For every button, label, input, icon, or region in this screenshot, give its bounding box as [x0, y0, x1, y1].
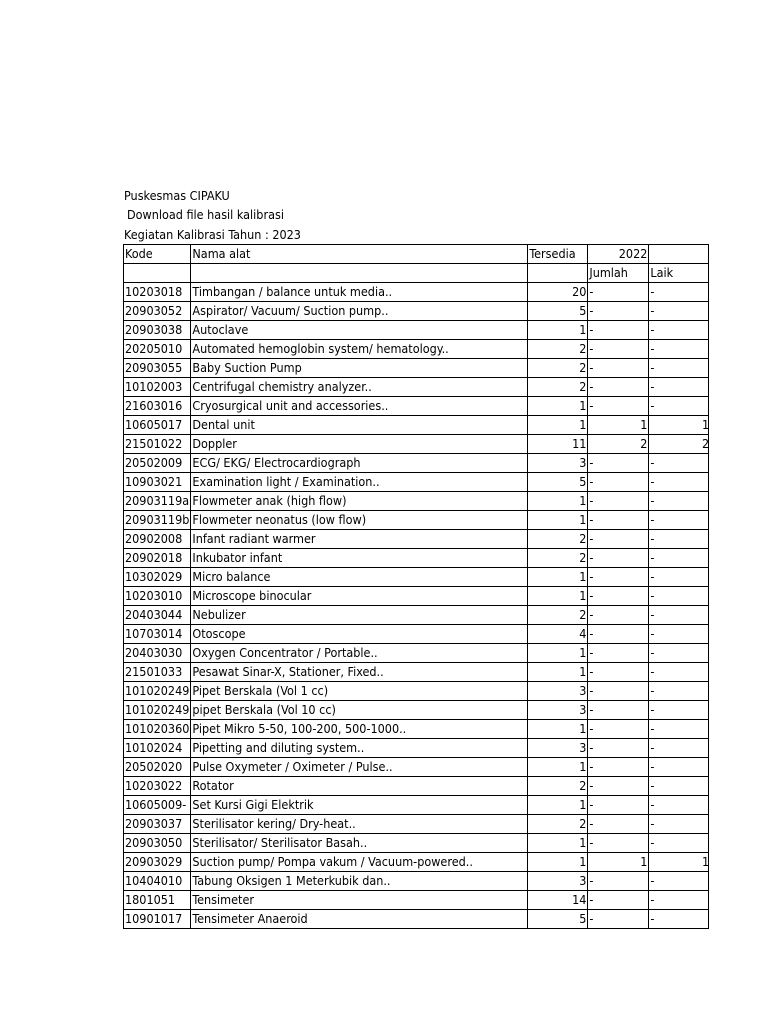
cell-jumlah: - [588, 492, 649, 511]
cell-jumlah: - [588, 397, 649, 416]
cell-laik: - [649, 378, 709, 397]
cell-nama-alat: Micro balance [191, 568, 528, 587]
table-row [124, 416, 709, 435]
header-jumlah: Jumlah [588, 264, 649, 283]
cell-jumlah: 1 [588, 853, 649, 872]
cell-jumlah: - [588, 758, 649, 777]
cell-nama-alat: Tensimeter [191, 891, 528, 910]
cell-kode: 20903037 [124, 815, 191, 834]
cell-tersedia: 2 [528, 340, 588, 359]
cell-jumlah: - [588, 815, 649, 834]
table-row [124, 777, 709, 796]
cell-tersedia: 4 [528, 625, 588, 644]
cell-tersedia: 11 [528, 435, 588, 454]
cell-jumlah: - [588, 511, 649, 530]
institution-name: Puskesmas CIPAKU [124, 188, 230, 203]
table-row [124, 815, 709, 834]
table-row [124, 853, 709, 872]
cell-kode: 10404010 [124, 872, 191, 891]
table-row [124, 644, 709, 663]
cell-jumlah: - [588, 796, 649, 815]
cell-laik: - [649, 397, 709, 416]
table-row [124, 549, 709, 568]
cell-nama-alat: Rotator [191, 777, 528, 796]
cell-nama-alat: Pipet Berskala (Vol 1 cc) [191, 682, 528, 701]
cell-laik: - [649, 720, 709, 739]
cell-laik [649, 853, 709, 872]
cell-nama-alat: Microscope binocular [191, 587, 528, 606]
cell-nama-alat: Cryosurgical unit and accessories.. [191, 397, 528, 416]
cell-kode: 20903052 [124, 302, 191, 321]
cell-nama-alat: Oxygen Concentrator / Portable.. [191, 644, 528, 663]
cell-nama-alat: ECG/ EKG/ Electrocardiograph [191, 454, 528, 473]
cell-laik: - [649, 891, 709, 910]
table-row [124, 872, 709, 891]
cell-kode: 20903029 [124, 853, 191, 872]
cell-nama-alat: Flowmeter neonatus (low flow) [191, 511, 528, 530]
table-row [124, 340, 709, 359]
table-row [124, 378, 709, 397]
cell-nama-alat: Pipet Mikro 5-50, 100-200, 500-1000.. [191, 720, 528, 739]
header-empty [649, 245, 709, 264]
cell-jumlah: - [588, 283, 649, 302]
table-row [124, 492, 709, 511]
cell-laik [649, 416, 709, 435]
table-row [124, 682, 709, 701]
cell-jumlah: - [588, 834, 649, 853]
cell-tersedia: 14 [528, 891, 588, 910]
cell-kode: 10203010 [124, 587, 191, 606]
cell-tersedia: 1 [528, 511, 588, 530]
cell-tersedia: 1 [528, 834, 588, 853]
table-row [124, 910, 709, 929]
cell-nama-alat: Examination light / Examination.. [191, 473, 528, 492]
cell-laik: - [649, 283, 709, 302]
cell-jumlah: - [588, 625, 649, 644]
cell-jumlah: 2 [588, 435, 649, 454]
cell-tersedia: 1 [528, 416, 588, 435]
table-row [124, 435, 709, 454]
cell-laik: - [649, 321, 709, 340]
table-row [124, 663, 709, 682]
cell-tersedia: 2 [528, 378, 588, 397]
cell-tersedia: 1 [528, 758, 588, 777]
cell-jumlah: - [588, 777, 649, 796]
cell-jumlah: - [588, 568, 649, 587]
table-subheader-row [124, 264, 709, 283]
subheader-empty [528, 264, 588, 283]
subheader-empty [191, 264, 528, 283]
cell-laik-value: 1 [702, 417, 710, 432]
table-row [124, 625, 709, 644]
cell-jumlah: - [588, 739, 649, 758]
table-row [124, 834, 709, 853]
cell-tersedia: 1 [528, 492, 588, 511]
cell-kode: 10203022 [124, 777, 191, 796]
cell-tersedia: 5 [528, 910, 588, 929]
cell-kode: 20903119b [124, 511, 191, 530]
cell-jumlah: - [588, 701, 649, 720]
cell-tersedia: 1 [528, 796, 588, 815]
cell-kode: 101020249 [124, 682, 191, 701]
cell-laik: - [649, 682, 709, 701]
cell-kode: 21603016 [124, 397, 191, 416]
cell-laik: - [649, 340, 709, 359]
cell-laik: - [649, 587, 709, 606]
cell-nama-alat: Dental unit [191, 416, 528, 435]
subheader-empty [124, 264, 191, 283]
cell-tersedia: 1 [528, 587, 588, 606]
cell-tersedia: 2 [528, 815, 588, 834]
cell-jumlah: - [588, 872, 649, 891]
table-row [124, 891, 709, 910]
cell-laik: - [649, 834, 709, 853]
cell-tersedia: 2 [528, 606, 588, 625]
cell-kode: 20903038 [124, 321, 191, 340]
cell-kode: 20502009 [124, 454, 191, 473]
cell-kode: 20903119a [124, 492, 191, 511]
cell-tersedia: 2 [528, 530, 588, 549]
cell-tersedia: 1 [528, 321, 588, 340]
cell-kode: 101020249 [124, 701, 191, 720]
cell-kode: 20403044 [124, 606, 191, 625]
cell-kode: 21501022 [124, 435, 191, 454]
cell-nama-alat: Aspirator/ Vacuum/ Suction pump.. [191, 302, 528, 321]
cell-laik: - [649, 758, 709, 777]
cell-tersedia: 1 [528, 663, 588, 682]
header-kode: Kode [124, 245, 191, 264]
cell-laik [649, 435, 709, 454]
cell-jumlah: 1 [588, 416, 649, 435]
cell-kode: 20205010 [124, 340, 191, 359]
cell-nama-alat: pipet Berskala (Vol 10 cc) [191, 701, 528, 720]
cell-nama-alat: Suction pump/ Pompa vakum / Vacuum-powered.. [191, 853, 528, 872]
cell-kode: 20902008 [124, 530, 191, 549]
cell-tersedia: 2 [528, 777, 588, 796]
header-year: 2022 [588, 245, 649, 264]
cell-laik: - [649, 644, 709, 663]
cell-nama-alat: Otoscope [191, 625, 528, 644]
cell-kode: 21501033 [124, 663, 191, 682]
table-row [124, 511, 709, 530]
cell-tersedia: 1 [528, 568, 588, 587]
cell-jumlah: - [588, 340, 649, 359]
cell-jumlah: - [588, 682, 649, 701]
cell-jumlah: - [588, 663, 649, 682]
header-laik: Laik [649, 264, 709, 283]
cell-jumlah: - [588, 720, 649, 739]
cell-tersedia: 5 [528, 473, 588, 492]
cell-jumlah: - [588, 891, 649, 910]
cell-laik: - [649, 777, 709, 796]
cell-kode: 1801051 [124, 891, 191, 910]
cell-nama-alat: Timbangan / balance untuk media.. [191, 283, 528, 302]
cell-tersedia: 1 [528, 397, 588, 416]
cell-tersedia: 3 [528, 739, 588, 758]
cell-laik: - [649, 511, 709, 530]
table-row [124, 606, 709, 625]
cell-kode: 101020360 [124, 720, 191, 739]
cell-kode: 10903021 [124, 473, 191, 492]
table-row [124, 397, 709, 416]
cell-nama-alat: Sterilisator kering/ Dry-heat.. [191, 815, 528, 834]
header-nama-alat: Nama alat [191, 245, 528, 264]
cell-laik: - [649, 625, 709, 644]
cell-jumlah: - [588, 454, 649, 473]
cell-laik-value: 2 [702, 436, 710, 451]
cell-laik: - [649, 473, 709, 492]
table-row [124, 473, 709, 492]
cell-kode: 20502020 [124, 758, 191, 777]
cell-tersedia: 1 [528, 853, 588, 872]
cell-kode: 10703014 [124, 625, 191, 644]
cell-tersedia: 3 [528, 872, 588, 891]
cell-kode: 10901017 [124, 910, 191, 929]
cell-tersedia: 3 [528, 454, 588, 473]
cell-jumlah: - [588, 321, 649, 340]
cell-nama-alat: Flowmeter anak (high flow) [191, 492, 528, 511]
cell-jumlah: - [588, 530, 649, 549]
cell-tersedia: 1 [528, 720, 588, 739]
cell-kode: 20903055 [124, 359, 191, 378]
cell-laik: - [649, 568, 709, 587]
calibration-table [123, 244, 709, 929]
cell-laik: - [649, 815, 709, 834]
table-row [124, 568, 709, 587]
table-row [124, 720, 709, 739]
table-row [124, 283, 709, 302]
cell-tersedia: 3 [528, 701, 588, 720]
cell-tersedia: 2 [528, 549, 588, 568]
table-row [124, 758, 709, 777]
cell-laik: - [649, 872, 709, 891]
table-row [124, 359, 709, 378]
activity-title: Kegiatan Kalibrasi Tahun : 2023 [124, 227, 301, 242]
cell-kode: 10102003 [124, 378, 191, 397]
cell-jumlah: - [588, 644, 649, 663]
cell-nama-alat: Pesawat Sinar-X, Stationer, Fixed.. [191, 663, 528, 682]
cell-nama-alat: Tabung Oksigen 1 Meterkubik dan.. [191, 872, 528, 891]
cell-tersedia: 2 [528, 359, 588, 378]
cell-laik: - [649, 492, 709, 511]
cell-jumlah: - [588, 910, 649, 929]
cell-kode: 10605009- [124, 796, 191, 815]
table-row [124, 530, 709, 549]
table-row [124, 587, 709, 606]
cell-nama-alat: Nebulizer [191, 606, 528, 625]
cell-nama-alat: Infant radiant warmer [191, 530, 528, 549]
cell-kode: 10302029 [124, 568, 191, 587]
cell-tersedia: 5 [528, 302, 588, 321]
cell-jumlah: - [588, 473, 649, 492]
header-tersedia: Tersedia [528, 245, 588, 264]
cell-kode: 20403030 [124, 644, 191, 663]
cell-laik: - [649, 701, 709, 720]
cell-laik: - [649, 910, 709, 929]
cell-laik: - [649, 606, 709, 625]
cell-kode: 10605017 [124, 416, 191, 435]
download-note: Download file hasil kalibrasi [127, 207, 284, 222]
cell-nama-alat: Tensimeter Anaeroid [191, 910, 528, 929]
cell-nama-alat: Set Kursi Gigi Elektrik [191, 796, 528, 815]
cell-laik: - [649, 302, 709, 321]
table-row [124, 302, 709, 321]
cell-jumlah: - [588, 359, 649, 378]
cell-nama-alat: Pulse Oxymeter / Oximeter / Pulse.. [191, 758, 528, 777]
table-row [124, 701, 709, 720]
table-row [124, 321, 709, 340]
cell-nama-alat: Pipetting and diluting system.. [191, 739, 528, 758]
cell-jumlah: - [588, 549, 649, 568]
cell-laik: - [649, 796, 709, 815]
cell-nama-alat: Baby Suction Pump [191, 359, 528, 378]
cell-nama-alat: Centrifugal chemistry analyzer.. [191, 378, 528, 397]
cell-laik: - [649, 739, 709, 758]
cell-laik: - [649, 549, 709, 568]
cell-tersedia: 3 [528, 682, 588, 701]
cell-laik: - [649, 454, 709, 473]
cell-laik-value: 1 [702, 854, 710, 869]
cell-tersedia: 20 [528, 283, 588, 302]
cell-jumlah: - [588, 378, 649, 397]
table-header-row [124, 245, 709, 264]
table-row [124, 739, 709, 758]
cell-nama-alat: Autoclave [191, 321, 528, 340]
cell-jumlah: - [588, 302, 649, 321]
cell-jumlah: - [588, 606, 649, 625]
cell-tersedia: 1 [528, 644, 588, 663]
table-row [124, 454, 709, 473]
cell-nama-alat: Doppler [191, 435, 528, 454]
table-row [124, 796, 709, 815]
cell-laik: - [649, 530, 709, 549]
cell-nama-alat: Sterilisator/ Sterilisator Basah.. [191, 834, 528, 853]
cell-kode: 20902018 [124, 549, 191, 568]
cell-nama-alat: Automated hemoglobin system/ hematology.. [191, 340, 528, 359]
cell-kode: 10203018 [124, 283, 191, 302]
cell-laik: - [649, 663, 709, 682]
cell-jumlah: - [588, 587, 649, 606]
cell-kode: 20903050 [124, 834, 191, 853]
cell-laik: - [649, 359, 709, 378]
cell-kode: 10102024 [124, 739, 191, 758]
cell-nama-alat: Inkubator infant [191, 549, 528, 568]
